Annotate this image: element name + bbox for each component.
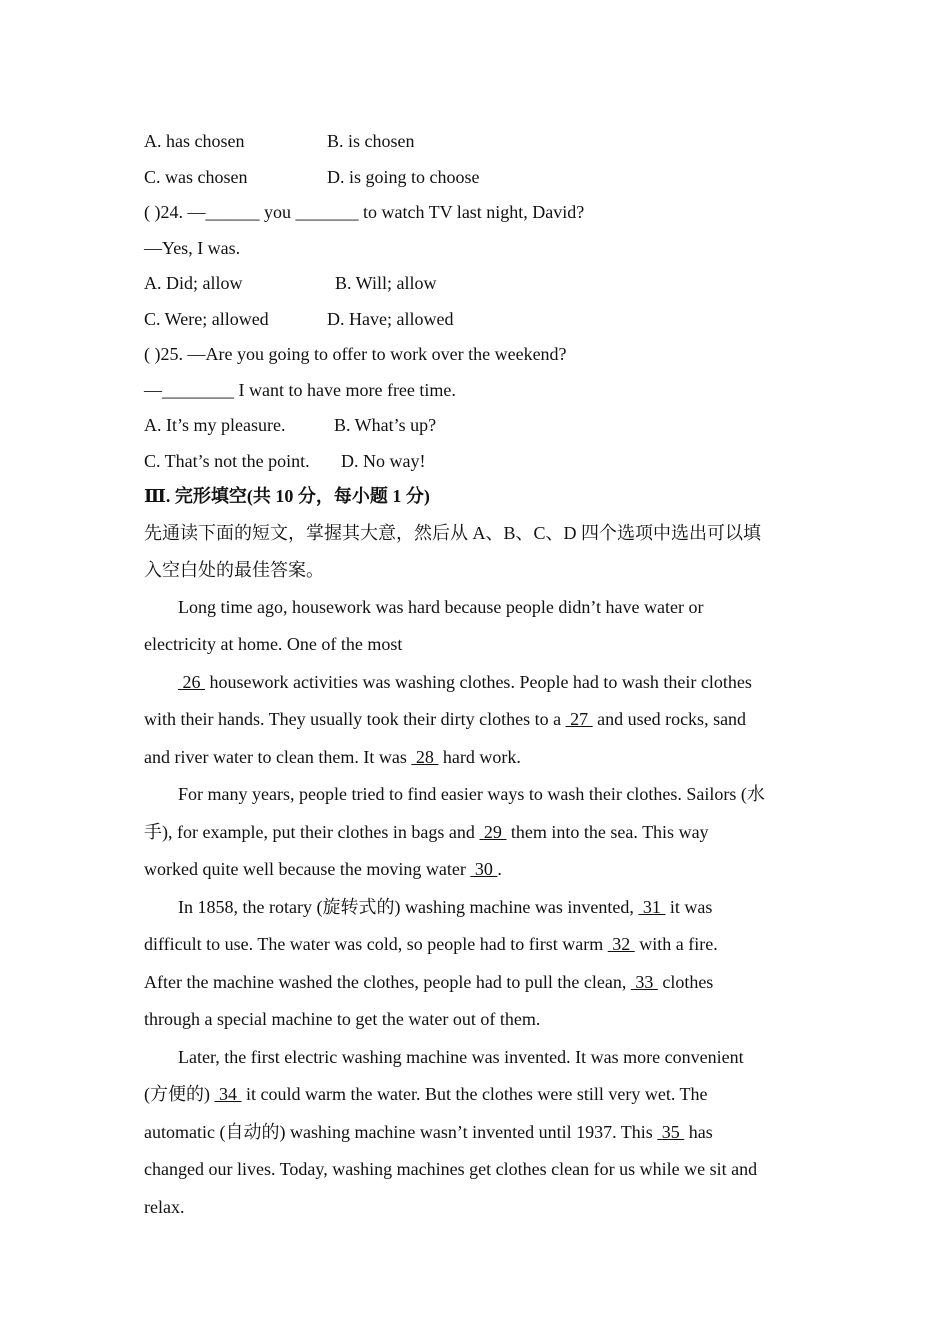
worksheet-page <box>144 124 809 1226</box>
option-b: B. What’s up? <box>334 415 437 435</box>
option-d: D. No way! <box>341 450 426 471</box>
blank-26: 26 <box>178 671 205 692</box>
blank-33: 33 <box>630 971 658 992</box>
passage-line: 26 housework activities was washing clothes. People had to wash their clothes <box>178 671 752 692</box>
blank-32: 32 <box>607 934 635 954</box>
passage-line: In 1858, the rotary (旋转式的) washing machine was invented, 31 it was <box>178 896 713 917</box>
passage-line: For many years, people tried to find easier ways to wash their clothes. Sailors (水 <box>178 784 765 804</box>
option-c: C. That’s not the point. <box>144 450 310 471</box>
instruction-line-1: 先通读下面的短文，掌握其大意，然后从 A、B、C、D 四个选项中选出可以填 <box>144 522 762 543</box>
option-a: A. It’s my pleasure. <box>144 415 286 435</box>
passage-line: electricity at home. One of the most <box>144 634 403 654</box>
blank-34: 34 <box>214 1084 242 1104</box>
options-row-cd-q24 <box>144 302 809 338</box>
blank-28: 28 <box>411 746 439 767</box>
passage-line: relax. <box>144 1196 185 1217</box>
passage-line: 手), for example, put their clothes in bags and 29 them into the sea. This way <box>144 821 709 842</box>
options-row-cd-q25 <box>144 444 809 480</box>
section-heading: Ⅲ. 完形填空(共 10 分，每小题 1 分) <box>144 486 430 506</box>
option-a: A. Did; allow <box>144 273 243 293</box>
passage-line: changed our lives. Today, washing machines get clothes clean for us while we sit and <box>144 1159 758 1179</box>
options-row-ab-q25 <box>144 408 809 444</box>
blank-30: 30 <box>470 859 498 879</box>
question-25-response: —________ I want to have more free time. <box>144 379 456 400</box>
option-d: D. Have; allowed <box>327 308 454 329</box>
question-24-stem: ( )24. —______ you _______ to watch TV last night, David? <box>144 202 585 222</box>
passage <box>144 589 809 1227</box>
passage-line: difficult to use. The water was cold, so people had to first warm 32 with a fire. <box>144 934 718 954</box>
question-25-stem: ( )25. —Are you going to offer to work over the weekend? <box>144 344 567 364</box>
passage-line: Later, the first electric washing machine was invented. It was more convenient <box>178 1046 744 1067</box>
option-c: C. was chosen <box>144 166 248 187</box>
options-row-ab-q23 <box>144 124 809 160</box>
option-c: C. Were; allowed <box>144 308 269 329</box>
blank-35: 35 <box>657 1121 685 1142</box>
passage-line: with their hands. They usually took their dirty clothes to a 27 and used rocks, sand <box>144 709 747 729</box>
option-b: B. is chosen <box>327 131 415 151</box>
blank-29: 29 <box>479 821 507 842</box>
passage-line: Long time ago, housework was hard because people didn’t have water or <box>178 596 704 617</box>
passage-line: (方便的) 34 it could warm the water. But the clothes were still very wet. The <box>144 1084 708 1104</box>
blank-31: 31 <box>638 896 666 917</box>
option-d: D. is going to choose <box>327 166 480 187</box>
option-a: A. has chosen <box>144 131 245 151</box>
options-row-cd-q23 <box>144 160 809 196</box>
question-24-response: —Yes, I was. <box>144 237 241 258</box>
passage-line: worked quite well because the moving water 30 . <box>144 859 502 879</box>
passage-line: through a special machine to get the water out of them. <box>144 1009 541 1029</box>
instruction-line-2: 入空白处的最佳答案。 <box>144 559 324 580</box>
passage-line: automatic (自动的) washing machine wasn’t invented until 1937. This 35 has <box>144 1121 713 1142</box>
options-row-ab-q24 <box>144 266 809 302</box>
blank-27: 27 <box>565 709 593 729</box>
passage-line: After the machine washed the clothes, people had to pull the clean, 33 clothes <box>144 971 714 992</box>
passage-line: and river water to clean them. It was 28 hard work. <box>144 746 521 767</box>
option-b: B. Will; allow <box>335 273 437 293</box>
